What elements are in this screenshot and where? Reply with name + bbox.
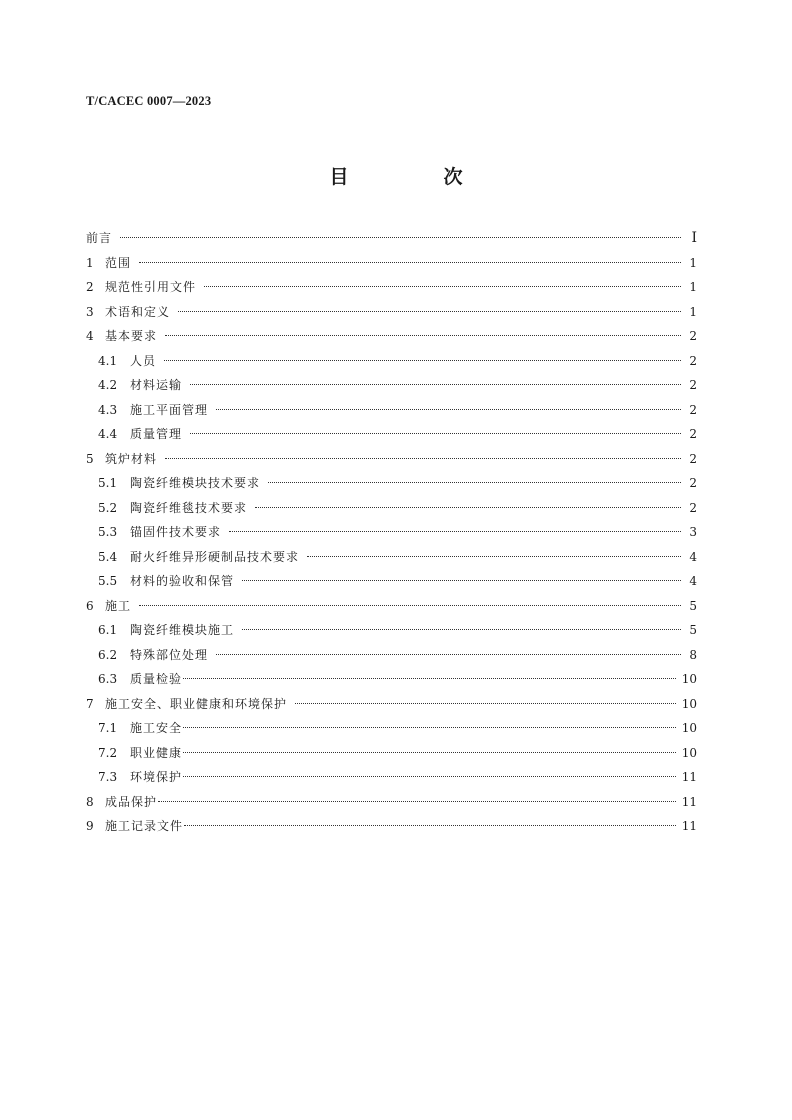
toc-entry-number: 5.5: [98, 574, 118, 588]
toc-entry-label: 范围: [105, 255, 132, 270]
toc-dot-leader: [216, 654, 681, 655]
toc-entry-number: 6.1: [98, 623, 118, 637]
toc-entry-label: 施工记录文件: [105, 819, 184, 833]
toc-entry-number: 1: [86, 255, 94, 270]
toc-entry-label: 环境保护: [130, 770, 183, 784]
toc-dot-leader: [158, 801, 676, 802]
toc-entry-page: 3: [689, 525, 697, 539]
toc-entry-page: 10: [681, 696, 697, 711]
toc-dot-leader: [242, 580, 681, 581]
toc-entry-number: 5.3: [98, 525, 118, 539]
toc-dot-leader: [165, 458, 681, 459]
toc-entry-page: 4: [689, 574, 697, 588]
toc-entry-page: 4: [689, 549, 697, 564]
toc-dot-leader: [255, 507, 681, 508]
toc-entry-page: 2: [689, 329, 697, 343]
toc-entry-number: 3: [86, 304, 94, 319]
toc-entry-label: 前言: [86, 231, 113, 245]
toc-dot-leader: [190, 433, 681, 434]
toc-entry-label: 陶瓷纤维模块施工: [130, 623, 235, 637]
toc-entry-number: 9: [86, 819, 94, 833]
toc-dot-leader: [164, 360, 681, 361]
toc-entry[interactable]: [86, 545, 697, 570]
toc-entry[interactable]: [86, 594, 697, 619]
toc-entry-label: 施工: [105, 598, 132, 613]
toc-entry-number: 6.3: [98, 672, 118, 686]
toc-entry-page: 5: [689, 598, 697, 613]
toc-entry-label: 质量管理: [130, 427, 183, 441]
toc-entry-label: 材料运输: [130, 378, 183, 392]
page-title: 目 次: [329, 166, 501, 188]
toc-entry-number: 7.2: [98, 745, 118, 760]
toc-entry-label: 质量检验: [130, 672, 183, 686]
toc-dot-leader: [204, 286, 681, 287]
toc-entry-page: 2: [689, 353, 697, 368]
toc-entry[interactable]: [86, 741, 697, 766]
toc-entry-number: 7.1: [98, 721, 118, 735]
toc-dot-leader: [190, 384, 681, 385]
toc-entry-page: Ⅰ: [691, 230, 697, 246]
toc-entry-page: 1: [689, 280, 697, 294]
toc-dot-leader: [120, 237, 681, 238]
toc-entry-number: 6: [86, 598, 94, 613]
toc-entry-number: 6.2: [98, 647, 118, 662]
toc-entry-label: 耐火纤维异形硬制品技术要求: [130, 549, 300, 564]
toc-entry-number: 7: [86, 696, 94, 711]
toc-dot-leader: [307, 556, 681, 557]
toc-entry[interactable]: [86, 765, 697, 790]
toc-dot-leader: [295, 703, 676, 704]
toc-entry-page: 5: [689, 623, 697, 637]
toc-entry-number: 4: [86, 329, 94, 343]
toc-dot-leader: [183, 727, 676, 728]
table-of-contents: [86, 226, 697, 839]
toc-entry-label: 材料的验收和保管: [130, 574, 235, 588]
toc-entry[interactable]: [86, 349, 697, 374]
toc-dot-leader: [184, 825, 676, 826]
toc-entry-number: 5: [86, 451, 94, 466]
toc-entry-label: 规范性引用文件: [105, 280, 197, 294]
toc-entry-number: 5.4: [98, 549, 118, 564]
toc-entry-page: 2: [689, 378, 697, 392]
toc-entry-number: 4.1: [98, 353, 118, 368]
toc-entry[interactable]: [86, 422, 697, 447]
toc-entry-number: 7.3: [98, 770, 118, 784]
toc-entry-page: 2: [689, 402, 697, 417]
toc-entry-page: 1: [689, 255, 697, 270]
toc-dot-leader: [183, 678, 676, 679]
toc-entry[interactable]: [86, 447, 697, 472]
toc-entry-label: 职业健康: [130, 745, 183, 760]
toc-entry-page: 11: [681, 819, 697, 833]
toc-entry-label: 陶瓷纤维毯技术要求: [130, 500, 248, 515]
toc-entry-number: 8: [86, 794, 94, 809]
toc-entry-label: 施工安全: [130, 721, 183, 735]
toc-entry-label: 筑炉材料: [105, 451, 158, 466]
toc-entry-page: 2: [689, 500, 697, 515]
toc-entry[interactable]: [86, 814, 697, 839]
toc-entry[interactable]: [86, 275, 697, 300]
toc-entry[interactable]: [86, 569, 697, 594]
toc-entry-number: 4.3: [98, 402, 118, 417]
toc-entry[interactable]: [86, 643, 697, 668]
toc-entry-label: 陶瓷纤维模块技术要求: [130, 476, 261, 490]
toc-dot-leader: [216, 409, 681, 410]
toc-dot-leader: [178, 311, 681, 312]
toc-dot-leader: [139, 262, 681, 263]
toc-entry-number: 5.2: [98, 500, 118, 515]
toc-entry[interactable]: [86, 300, 697, 325]
toc-entry[interactable]: [86, 520, 697, 545]
toc-entry-label: 施工安全、职业健康和环境保护: [105, 696, 288, 711]
toc-dot-leader: [242, 629, 681, 630]
toc-entry[interactable]: [86, 226, 697, 251]
toc-entry-page: 2: [689, 427, 697, 441]
toc-entry-page: 2: [689, 476, 697, 490]
toc-entry-label: 锚固件技术要求: [130, 525, 222, 539]
toc-entry[interactable]: [86, 324, 697, 349]
toc-entry[interactable]: [86, 790, 697, 815]
toc-entry[interactable]: [86, 373, 697, 398]
toc-entry[interactable]: [86, 667, 697, 692]
toc-entry[interactable]: [86, 618, 697, 643]
toc-entry-number: 4.2: [98, 378, 118, 392]
toc-entry-label: 特殊部位处理: [130, 647, 209, 662]
toc-entry-label: 基本要求: [105, 329, 158, 343]
toc-entry-page: 1: [689, 304, 697, 319]
toc-entry-page: 10: [681, 745, 697, 760]
standard-code: T/CACEC 0007—2023: [86, 94, 212, 108]
toc-dot-leader: [183, 776, 676, 777]
toc-dot-leader: [139, 605, 681, 606]
toc-entry[interactable]: [86, 251, 697, 276]
toc-dot-leader: [268, 482, 681, 483]
toc-entry-label: 术语和定义: [105, 304, 171, 319]
toc-entry-label: 成品保护: [105, 794, 158, 809]
toc-entry[interactable]: [86, 716, 697, 741]
toc-entry[interactable]: [86, 692, 697, 717]
toc-entry-number: 4.4: [98, 427, 118, 441]
toc-dot-leader: [229, 531, 681, 532]
toc-entry-number: 5.1: [98, 476, 118, 490]
toc-entry-label: 施工平面管理: [130, 402, 209, 417]
toc-entry[interactable]: [86, 398, 697, 423]
toc-entry-page: 11: [681, 770, 697, 784]
toc-entry-page: 2: [689, 451, 697, 466]
toc-entry[interactable]: [86, 471, 697, 496]
toc-entry-page: 11: [681, 794, 697, 809]
toc-entry-page: 10: [681, 721, 697, 735]
toc-entry-number: 2: [86, 280, 94, 294]
toc-entry-page: 10: [681, 672, 697, 686]
toc-dot-leader: [165, 335, 681, 336]
toc-entry-page: 8: [689, 647, 697, 662]
toc-entry-label: 人员: [130, 353, 157, 368]
toc-dot-leader: [183, 752, 676, 753]
toc-entry[interactable]: [86, 496, 697, 521]
